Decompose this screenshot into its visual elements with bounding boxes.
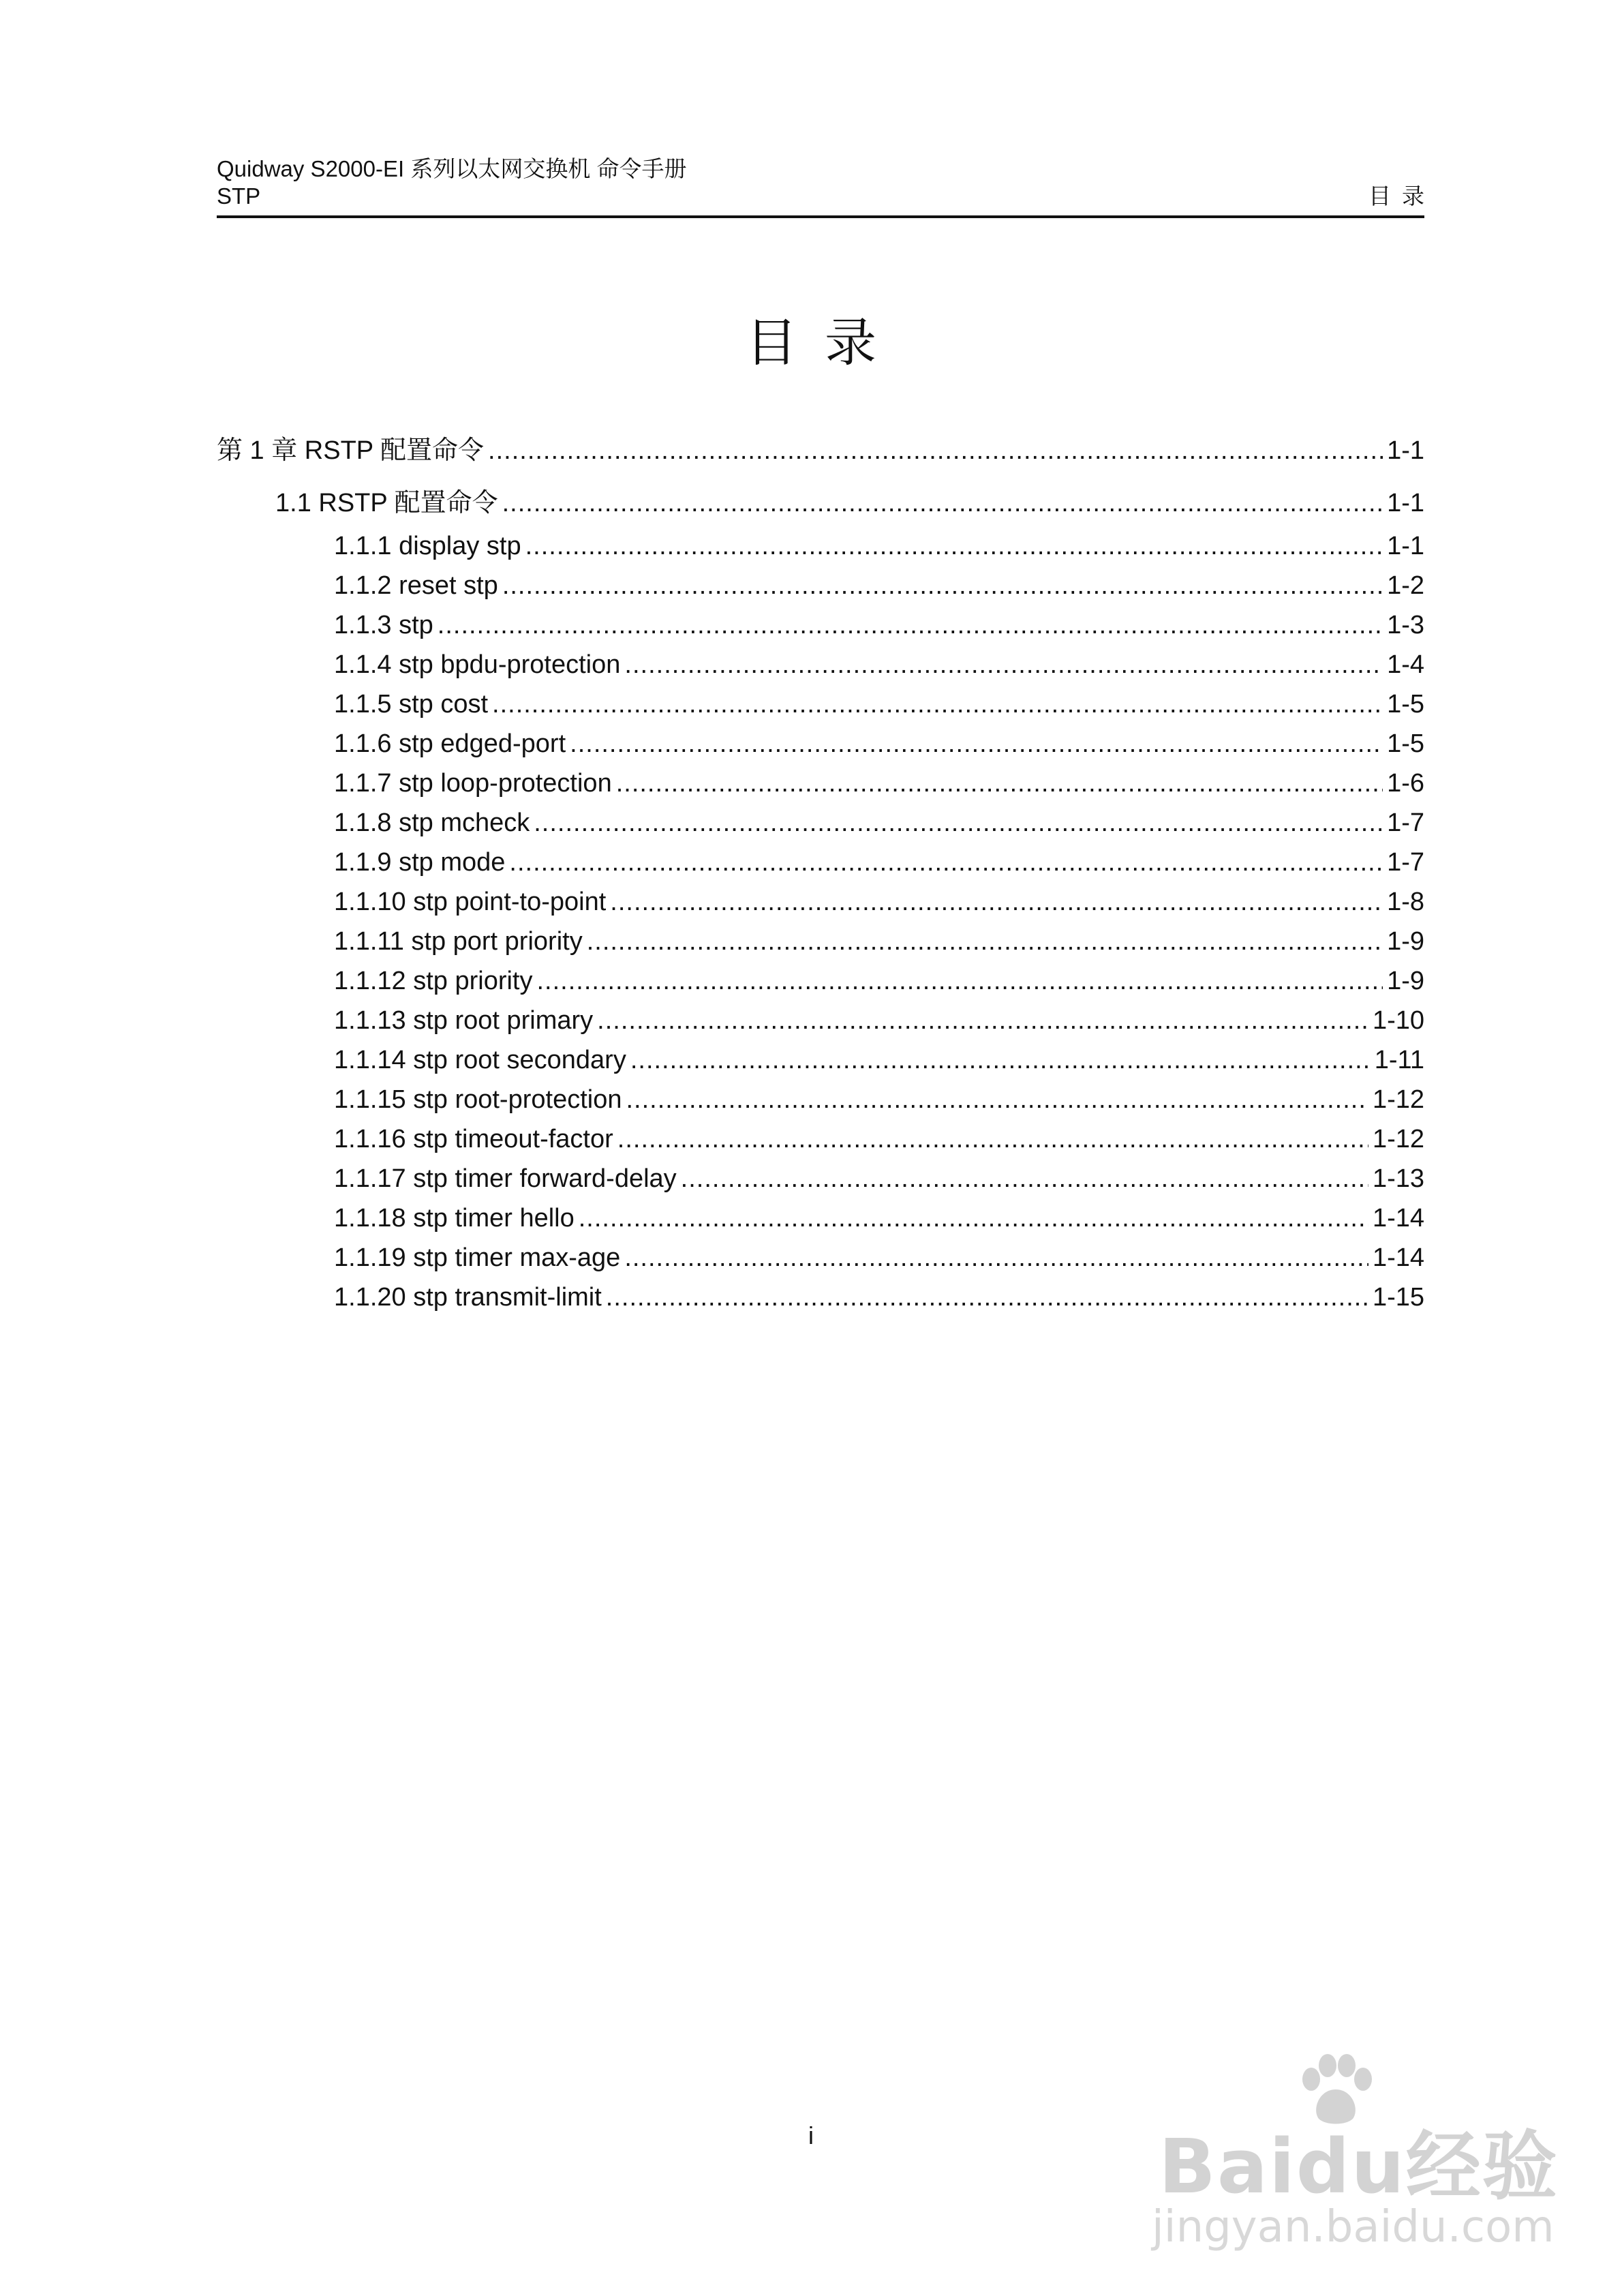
toc-page: 1-5 xyxy=(1387,690,1424,719)
toc-label: 1.1.4 stp bpdu-protection xyxy=(334,650,621,679)
toc-label: 1.1 RSTP 配置命令 xyxy=(275,489,498,517)
toc-label: 1.1.20 stp transmit-limit xyxy=(334,1283,602,1312)
toc-leader xyxy=(616,764,1383,803)
toc-leader xyxy=(509,843,1383,882)
toc-leader xyxy=(536,961,1383,1001)
toc-leader xyxy=(610,882,1383,922)
toc-label: 1.1.3 stp xyxy=(334,611,433,639)
toc-page: 1-14 xyxy=(1372,1243,1424,1272)
toc-page: 1-7 xyxy=(1387,848,1424,877)
toc-label: 1.1.6 stp edged-port xyxy=(334,729,566,758)
toc-label: 第 1 章 RSTP 配置命令 xyxy=(217,436,485,465)
toc-entry-1-1[interactable] xyxy=(217,483,1424,526)
toc-entry-1-1-1[interactable] xyxy=(217,526,1424,566)
toc-page: 1-12 xyxy=(1372,1085,1424,1114)
toc-leader xyxy=(617,1119,1368,1159)
toc-label: 1.1.19 stp timer max-age xyxy=(334,1243,621,1272)
toc-entry-1-1-4[interactable] xyxy=(217,645,1424,684)
toc-label: 1.1.16 stp timeout-factor xyxy=(334,1125,613,1153)
toc-leader xyxy=(502,566,1383,605)
toc-page: 1-3 xyxy=(1387,611,1424,639)
toc-page: 1-12 xyxy=(1372,1125,1424,1153)
toc-entry-1-1-14[interactable] xyxy=(217,1040,1424,1080)
toc-entry-1-1-20[interactable] xyxy=(217,1278,1424,1317)
toc-page: 1-10 xyxy=(1372,1006,1424,1035)
toc-entry-1-1-16[interactable] xyxy=(217,1119,1424,1159)
toc-leader xyxy=(681,1159,1368,1198)
toc-entry-chapter-1[interactable] xyxy=(217,428,1424,483)
table-of-contents xyxy=(217,428,1424,1317)
toc-entry-1-1-2[interactable] xyxy=(217,566,1424,605)
toc-leader xyxy=(438,605,1383,645)
watermark-url: jingyan.baidu.com xyxy=(1152,2202,1555,2252)
toc-entry-1-1-6[interactable] xyxy=(217,724,1424,764)
toc-label: 1.1.10 stp point-to-point xyxy=(334,888,607,916)
toc-page: 1-1 xyxy=(1387,532,1424,560)
toc-label: 1.1.5 stp cost xyxy=(334,690,489,719)
manual-title: Quidway S2000-EI 系列以太网交换机 命令手册 xyxy=(217,156,687,181)
toc-leader xyxy=(492,684,1383,724)
watermark-brand: Baidu经验 xyxy=(1159,2123,1559,2210)
toc-label: 1.1.11 stp port priority xyxy=(334,927,583,956)
toc-leader xyxy=(624,645,1383,684)
toc-page: 1-9 xyxy=(1387,927,1424,956)
toc-leader xyxy=(597,1001,1368,1040)
toc-leader xyxy=(534,803,1383,843)
toc-page: 1-5 xyxy=(1387,729,1424,758)
toc-label: 1.1.17 stp timer forward-delay xyxy=(334,1164,677,1193)
toc-label: 1.1.1 display stp xyxy=(334,532,521,560)
toc-page: 1-2 xyxy=(1387,571,1424,600)
page-number: i xyxy=(808,2121,814,2149)
toc-page: 1-1 xyxy=(1387,489,1424,517)
section-name: STP xyxy=(217,183,261,209)
header-section-row xyxy=(217,183,1435,210)
toc-entry-1-1-17[interactable] xyxy=(217,1159,1424,1198)
toc-entry-1-1-12[interactable] xyxy=(217,961,1424,1001)
toc-label: 1.1.8 stp mcheck xyxy=(334,809,530,837)
toc-label: 1.1.14 stp root secondary xyxy=(334,1046,626,1074)
header-toc-label: 目录 xyxy=(1368,183,1435,209)
toc-label: 1.1.18 stp timer hello xyxy=(334,1204,575,1233)
page-header xyxy=(217,155,1435,210)
toc-entry-1-1-18[interactable] xyxy=(217,1198,1424,1238)
header-rule xyxy=(217,215,1424,218)
toc-leader xyxy=(570,724,1383,764)
toc-entry-1-1-13[interactable] xyxy=(217,1001,1424,1040)
toc-label: 1.1.2 reset stp xyxy=(334,571,498,600)
toc-page: 1-1 xyxy=(1387,436,1424,465)
toc-leader xyxy=(606,1278,1368,1317)
toc-label: 1.1.9 stp mode xyxy=(334,848,506,877)
toc-page: 1-7 xyxy=(1387,809,1424,837)
toc-entry-1-1-11[interactable] xyxy=(217,922,1424,961)
toc-entry-1-1-15[interactable] xyxy=(217,1080,1424,1119)
toc-entry-1-1-7[interactable] xyxy=(217,764,1424,803)
toc-leader xyxy=(502,483,1383,524)
toc-page: 1-6 xyxy=(1387,769,1424,798)
toc-label: 1.1.13 stp root primary xyxy=(334,1006,594,1035)
toc-entry-1-1-19[interactable] xyxy=(217,1238,1424,1278)
toc-entry-1-1-9[interactable] xyxy=(217,843,1424,882)
toc-page: 1-8 xyxy=(1387,888,1424,916)
toc-entry-1-1-8[interactable] xyxy=(217,803,1424,843)
toc-page: 1-4 xyxy=(1387,650,1424,679)
toc-page: 1-11 xyxy=(1374,1046,1424,1074)
toc-page: 1-9 xyxy=(1387,967,1424,995)
toc-leader xyxy=(624,1238,1368,1278)
toc-entry-1-1-10[interactable] xyxy=(217,882,1424,922)
page-title: 目录 xyxy=(746,312,904,373)
toc-leader xyxy=(488,428,1383,473)
toc-leader xyxy=(630,1040,1371,1080)
toc-page: 1-15 xyxy=(1372,1283,1424,1312)
baidu-jingyan-watermark xyxy=(1138,2052,1559,2270)
toc-leader xyxy=(587,922,1383,961)
toc-page: 1-14 xyxy=(1372,1204,1424,1233)
toc-leader xyxy=(525,526,1383,566)
toc-leader xyxy=(626,1080,1368,1119)
toc-label: 1.1.12 stp priority xyxy=(334,967,533,995)
toc-label: 1.1.15 stp root-protection xyxy=(334,1085,622,1114)
toc-entry-1-1-3[interactable] xyxy=(217,605,1424,645)
toc-entry-1-1-5[interactable] xyxy=(217,684,1424,724)
toc-page: 1-13 xyxy=(1372,1164,1424,1193)
toc-label: 1.1.7 stp loop-protection xyxy=(334,769,612,798)
toc-leader xyxy=(579,1198,1368,1238)
